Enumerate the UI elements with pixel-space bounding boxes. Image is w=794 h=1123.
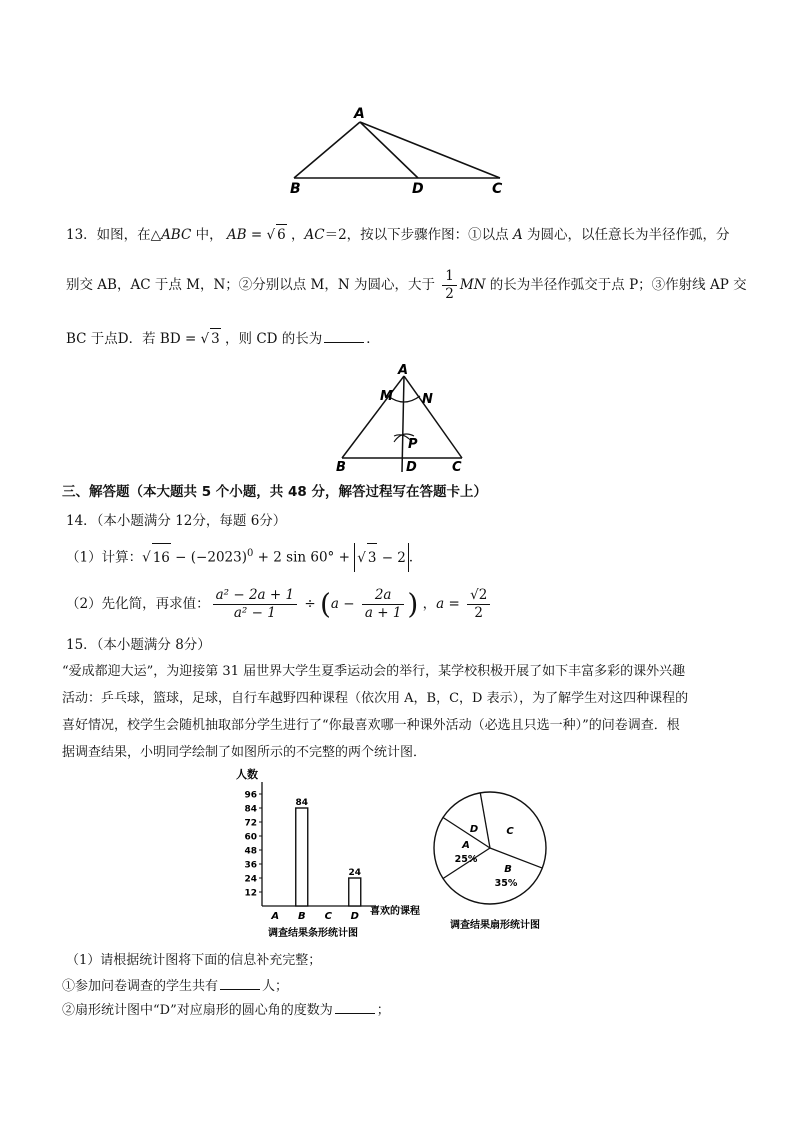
q13-text: 中， <box>191 227 227 243</box>
absolute-value: √ 3 − 2 <box>354 543 409 572</box>
fraction-main <box>213 587 297 622</box>
bar-chart-category-label: B <box>297 911 306 922</box>
fraction-numerator: √2 <box>467 587 490 605</box>
q13-text: ， <box>286 227 305 243</box>
q14-text: ． <box>408 549 423 566</box>
q13-text: ． <box>366 331 380 347</box>
q15-item1 <box>62 977 288 997</box>
q14-text: + 2 sin 60° + <box>253 549 355 566</box>
segment-ad <box>360 122 418 178</box>
q13-var: A <box>512 227 523 243</box>
q14-var: a − <box>330 596 359 612</box>
q13-text: ＝2，按以下步骤作图：①以点 <box>324 227 513 243</box>
bar-chart-bar <box>349 878 361 906</box>
fraction-value <box>467 587 490 622</box>
bar-chart-ytick-label: 60 <box>244 832 257 843</box>
bar-chart-ytick-label: 72 <box>244 818 257 829</box>
pie-chart <box>432 790 572 940</box>
bar-chart-ytick-label: 84 <box>244 804 257 815</box>
bar-chart-ytick-label: 12 <box>244 888 257 899</box>
q13-line-3: BC 于点D．若 BD = √ 3 ，则 CD 的长为 ． <box>66 328 380 349</box>
pie-chart-slice-percent: 35% <box>494 878 518 889</box>
q14-part1: （1）计算：√ $16 - (-2023)^0 + 2$ sin 60° + √ 3 − 2 ． <box>66 540 422 572</box>
segment-ac <box>360 122 500 178</box>
fraction-numerator: a² − 2a + 1 <box>213 587 297 605</box>
q13-text: 为圆心，以任意长为半径作弧，分 <box>522 227 730 243</box>
q13-text: 的长为半径作弧交于点 P；③作射线 AP 交 <box>485 277 747 293</box>
fraction-half <box>442 268 457 303</box>
q14-text: − 2 <box>377 549 406 566</box>
bar-chart-xlabel: 喜欢的课程 <box>370 906 420 917</box>
pie-chart-slice-label: B <box>504 864 512 875</box>
q15-paragraph-line: “爱成都迎大运”，为迎接第 31 届世界大学生夏季运动会的举行，某学校积极开展了如下丰富多彩的课外兴趣 <box>62 664 686 679</box>
q14-text: （1）计算： <box>66 549 143 566</box>
fraction-denominator: a + 1 <box>364 605 402 621</box>
label-n: N <box>422 392 433 407</box>
label-a: A <box>398 363 409 378</box>
answer-blank[interactable] <box>220 977 260 990</box>
q13-var: AB <box>226 227 247 243</box>
q15-paragraph-line: 据调查结果，小明同学绘制了如图所示的不完整的两个统计图． <box>62 745 427 760</box>
q13-var: AC <box>304 227 325 243</box>
fraction-numerator: 1 <box>442 268 457 286</box>
q14-exponent: 0 <box>247 548 254 559</box>
label-d: D <box>412 181 424 196</box>
q15-heading: 15．（本小题满分 8分） <box>66 637 211 653</box>
bar-chart-data-label: 84 <box>295 798 309 808</box>
label-b: B <box>336 460 346 474</box>
q13-text: 别交 AB，AC 于点 M，N；②分别以点 M，N 为圆心，大于 <box>66 277 440 293</box>
bar-chart-ytick-label: 36 <box>244 860 257 871</box>
fraction-denominator: 2 <box>474 605 483 621</box>
q15-text: 人； <box>262 979 289 994</box>
label-b: B <box>290 181 301 196</box>
q14-text: − (−2023) <box>170 549 247 566</box>
q13-text: = <box>246 227 267 243</box>
q13-text: ，则 CD 的长为 <box>220 331 323 347</box>
q13-line-1: 13．如图，在△ABC 中， AB = √ 6 ，AC＝2，按以下步骤作图：①以点 A 为圆心，以任意长为半径作弧，分 <box>66 224 730 245</box>
q13-sqrt-value: 3 <box>210 328 221 349</box>
bar-chart-category-label: A <box>271 911 280 922</box>
q15-sub1: （1）请根据统计图将下面的信息补充完整； <box>66 953 322 968</box>
segment-ab <box>342 376 404 458</box>
q14-sqrt-value: 16 <box>152 543 171 572</box>
q13-line-2 <box>66 268 747 303</box>
fraction-numerator: 2a <box>362 587 405 605</box>
bar-chart-data-label: 24 <box>348 868 362 878</box>
label-m: M <box>380 389 393 404</box>
label-a: A <box>354 106 365 122</box>
pie-chart-slice-label: A <box>462 840 470 851</box>
q15-item2 <box>62 1001 390 1021</box>
bar-chart-category-label: D <box>350 911 359 922</box>
figure-triangle-abdc <box>280 100 520 196</box>
q13-var: MN <box>459 277 486 293</box>
bar-chart-ytick-label: 24 <box>244 874 257 885</box>
q13-sqrt-value: 6 <box>276 224 287 245</box>
bar-chart-ylabel: 人数 <box>236 768 258 781</box>
q14-sqrt-value: 3 <box>367 543 378 572</box>
bar-chart <box>232 764 432 942</box>
q15-paragraph-line: 活动：乒乓球，篮球，足球，自行车越野四种课程（依次用 A，B，C，D 表示），为了解学生对这四种课程的 <box>62 691 689 706</box>
figure-bisector-construction <box>328 362 478 474</box>
q14-text: （2）先化简，再求值： <box>66 596 210 612</box>
label-d: D <box>406 460 417 474</box>
pie-chart-slice-label: C <box>506 826 514 837</box>
q15-text: ； <box>376 1003 390 1018</box>
bar-chart-title: 调查结果条形统计图 <box>268 928 358 939</box>
pie-chart-title: 调查结果扇形统计图 <box>450 920 540 931</box>
q15-text: ①参加问卷调查的学生共有 <box>62 979 219 994</box>
fraction-denominator: 2 <box>445 286 454 302</box>
label-c: C <box>492 181 503 196</box>
label-c: C <box>452 460 462 474</box>
q14-var: a = <box>436 596 465 612</box>
bar-chart-category-label: C <box>324 911 332 922</box>
pie-chart-slice-label: D <box>469 824 479 835</box>
q13-var: ABC <box>161 227 192 243</box>
q15-text: ②扇形统计图中“D”对应扇形的圆心角的度数为 <box>62 1003 333 1018</box>
q13-text: 13．如图，在△ <box>66 227 162 243</box>
q13-text: BC 于点D．若 BD = <box>66 331 201 347</box>
fraction-inner <box>362 587 405 622</box>
answer-blank[interactable] <box>324 330 364 343</box>
bar-chart-bar <box>296 808 308 906</box>
q14-part2: （2）先化简，再求值： $\frac{\text{a² − 2a + 1}}{\text{a² − 1}}$ ÷ (a − $\frac{2a}{a + 1}$ ) ，a = $\frac{√2}{2}$ <box>66 584 493 625</box>
q14-text: ÷ <box>300 596 320 612</box>
pie-chart-slice-percent: 25% <box>454 854 478 865</box>
segment-ab <box>294 122 360 178</box>
q14-text: ， <box>418 596 437 612</box>
q14-heading: 14．（本小题满分 12分，每题 6分） <box>66 513 287 529</box>
bar-chart-ytick-label: 48 <box>244 846 257 857</box>
q15-paragraph-line: 喜好情况，校学生会随机抽取部分学生进行了“你最喜欢哪一种课外活动（必选且只选一种）”的问卷调查．根 <box>62 718 680 733</box>
bar-chart-ytick-label: 96 <box>244 790 257 801</box>
fraction-denominator: a² − 1 <box>233 605 276 621</box>
answer-blank[interactable] <box>335 1001 375 1014</box>
section-heading: 三、解答题（本大题共 5 个小题，共 48 分，解答过程写在答题卡上） <box>62 484 487 500</box>
label-p: P <box>408 437 418 452</box>
